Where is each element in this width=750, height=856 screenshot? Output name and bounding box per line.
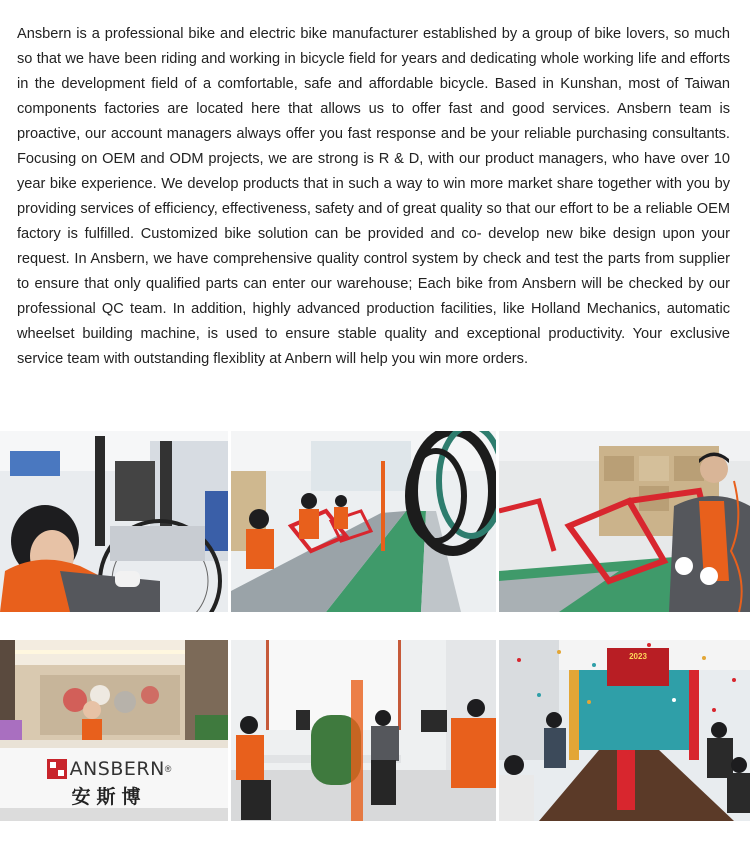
photo-meeting-celebration (499, 640, 750, 821)
brand-name-chinese: 安斯博 (71, 786, 147, 808)
company-intro-paragraph: Ansbern is a professional bike and electric bike manufacturer established by a group of bike lovers, so much so that we have been riding and working in bicycle field for years and dedicating whole working life and efforts in the development field of a comfortable, safe and affordable bicycle. Based in Kunshan, most of Taiwan components factories are located here that allows us to offer fast and good services. Ansbern team is proactive, our account managers always offer you fast response and be your reliable purchasing consultants. Focusing on OEM and ODM projects, we are strong is R & D, with our product managers, who have over 10 year bike experience. We develop products that in such a way to win more market share together with you by providing services of efficiency, effectiveness, safety and of great quality so that our effort to be a reliable OEM factory is fulfilled. Customized bike solution can be provided and co- develop new bike design upon your request. In Ansbern, we have comprehensive quality control system by check and test the parts from supplier to ensure that only qualified parts can enter our warehouse; Each bike from Ansbern will be checked by our professional QC team. In addition, highly advanced production facilities, like Holland Mechanics, automatic wheelset building machine, is used to ensure stable quality and exceptional productivity. Your exclusive service team with outstanding flexiblity at Anbern will help you win more orders. (17, 26, 730, 367)
photo-frame-production (499, 431, 750, 612)
photo-assembly-line (231, 431, 496, 612)
photo-office (231, 640, 496, 821)
photo-reception-desk (0, 640, 228, 821)
registered-mark: ® (164, 764, 172, 774)
screen-year-text: 2023 (629, 652, 647, 661)
photo-wheel-building (0, 431, 228, 612)
ansbern-logo-icon (47, 759, 67, 779)
ansbern-logo (24, 758, 194, 818)
brand-name: ANSBERN (69, 758, 165, 780)
